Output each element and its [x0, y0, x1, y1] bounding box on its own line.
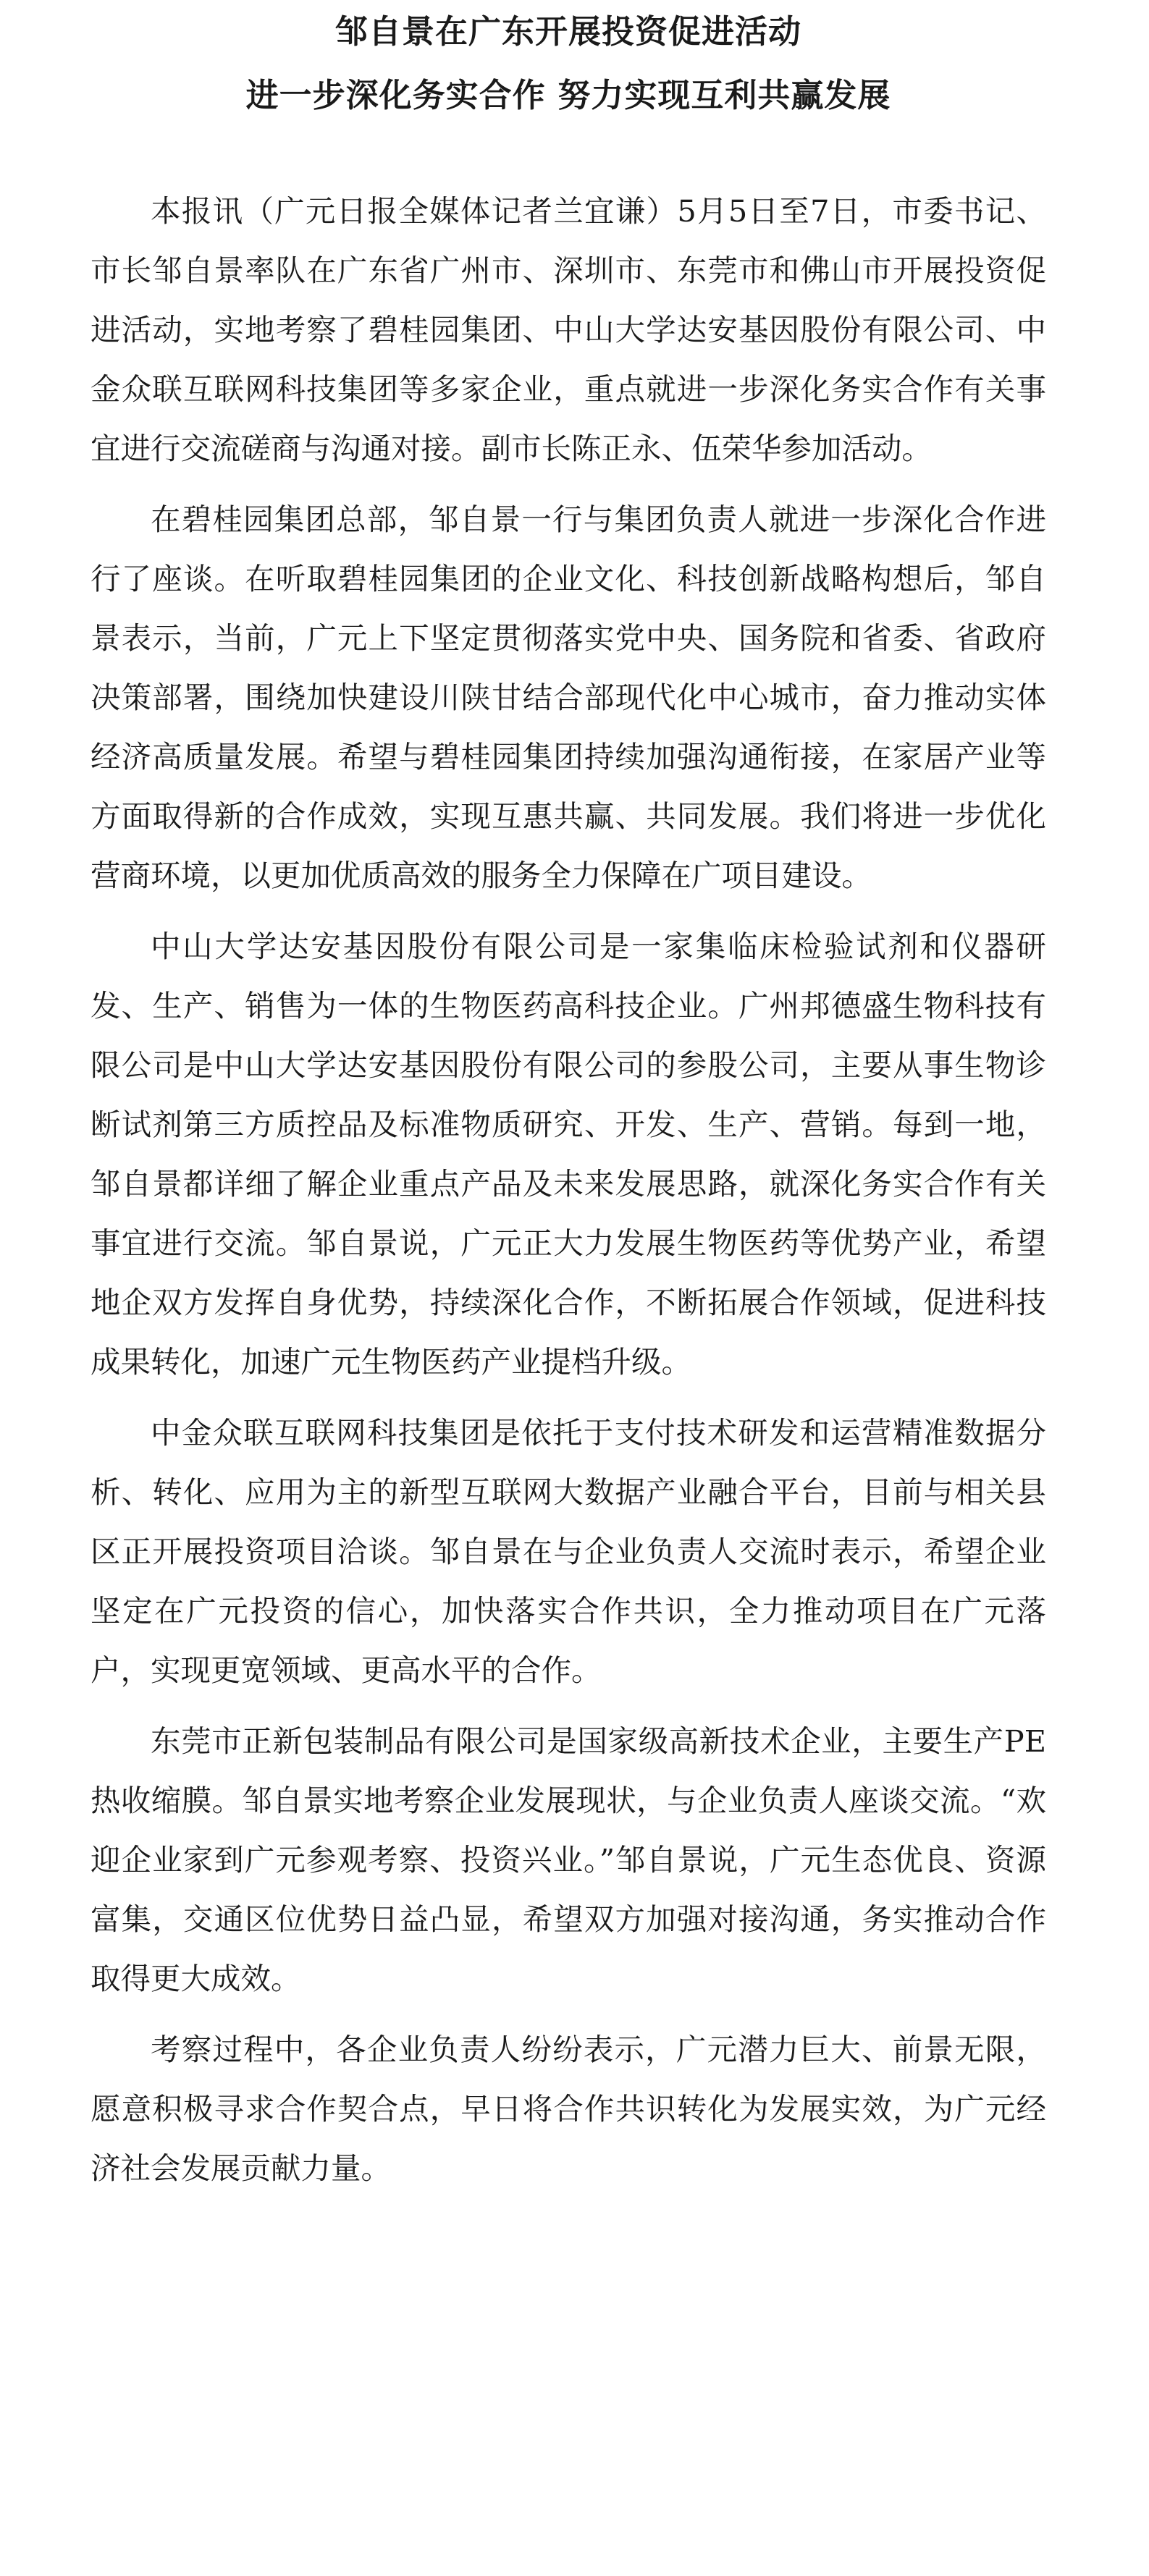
paragraph-zhongjin-zhonglian: 中金众联互联网科技集团是依托于支付技术研发和运营精准数据分析、转化、应用为主的新型互联网大数据产业融合平台，目前与相关县区正开展投资项目洽谈。邹自景在与企业负责人交流时表示，希望企业坚定在广元投资的信心，加快落实合作共识，全力推动项目在广元落户，实现更宽领域、更高水平的合作。 — [91, 1415, 1046, 1688]
paragraph-daan-gene: 中山大学达安基因股份有限公司是一家集临床检验试剂和仪器研发、生产、销售为一体的生物医药高科技企业。广州邦德盛生物科技有限公司是中山大学达安基因股份有限公司的参股公司，主要从事生物诊断试剂第三方质控品及标准物质研究、开发、生产、营销。每到一地，邹自景都详细了解企业重点产品及未来发展思路，就深化务实合作有关事宜进行交流。邹自景说，广元正大力发展生物医药等优势产业，希望地企双方发挥自身优势，持续深化合作，不断拓展合作领域，促进科技成果转化，加速广元生物医药产业提档升级。 — [91, 929, 1046, 1380]
article-body — [91, 182, 1046, 2198]
paragraph-zhengxin-packaging: 东莞市正新包装制品有限公司是国家级高新技术企业，主要生产PE热收缩膜。邹自景实地考察企业发展现状，与企业负责人座谈交流。“欢迎企业家到广元参观考察、投资兴业。”邹自景说，广元生态优良、资源富集，交通区位优势日益凸显，希望双方加强对接沟通，务实推动合作取得更大成效。 — [91, 1723, 1046, 1996]
paragraph-country-garden: 在碧桂园集团总部，邹自景一行与集团负责人就进一步深化合作进行了座谈。在听取碧桂园集团的企业文化、科技创新战略构想后，邹自景表示，当前，广元上下坚定贯彻落实党中央、国务院和省委、省政府决策部署，围绕加快建设川陕甘结合部现代化中心城市，奋力推动实体经济高质量发展。希望与碧桂园集团持续加强沟通衔接，在家居产业等方面取得新的合作成效，实现互惠共赢、共同发展。我们将进一步优化营商环境，以更加优质高效的服务全力保障在广项目建设。 — [91, 502, 1046, 893]
headline-line-2: 进一步深化务实合作 努力实现互利共赢发展 — [245, 76, 891, 114]
paragraph-conclusion: 考察过程中，各企业负责人纷纷表示，广元潜力巨大、前景无限，愿意积极寻求合作契合点，早日将合作共识转化为发展实效，为广元经济社会发展贡献力量。 — [91, 2032, 1046, 2186]
news-article — [91, 0, 1046, 2576]
paragraph-lead: 本报讯（广元日报全媒体记者兰宜谦）5月5日至7日，市委书记、市长邹自景率队在广东省广州市、深圳市、东莞市和佛山市开展投资促进活动，实地考察了碧桂园集团、中山大学达安基因股份有限公司、中金众联互联网科技集团等多家企业，重点就进一步深化务实合作有关事宜进行交流磋商与沟通对接。副市长陈正永、伍荣华参加活动。 — [91, 193, 1046, 466]
headline-line-1: 邹自景在广东开展投资促进活动 — [334, 12, 801, 51]
